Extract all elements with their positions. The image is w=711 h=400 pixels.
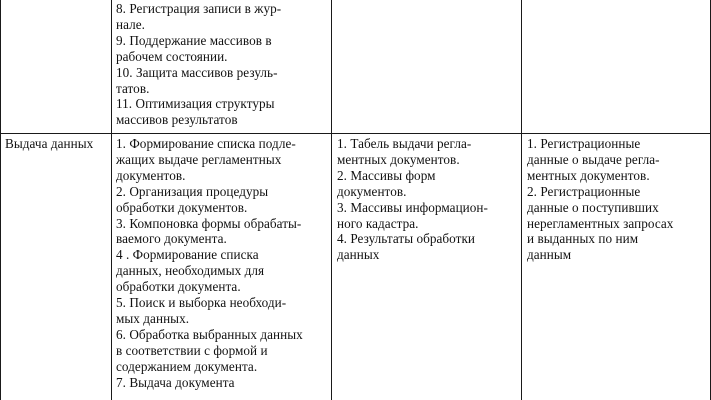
registration-1-line-3: ментных документов. bbox=[527, 167, 650, 183]
output-task-7-line-1: 7. Выдача документа bbox=[116, 374, 235, 390]
array-4-line-2: данных bbox=[337, 247, 380, 263]
continued-row-tasks bbox=[116, 1, 330, 133]
array-3-line-2: ного кадастра. bbox=[337, 215, 419, 231]
output-arrays-cell bbox=[337, 136, 520, 400]
output-task-6-line-2: в соответствии с формой и bbox=[116, 342, 268, 358]
column-divider-1 bbox=[111, 0, 112, 400]
array-2-line-2: документов. bbox=[337, 183, 407, 199]
output-task-5-line-1: 5. Поиск и выборка необходи- bbox=[116, 295, 287, 311]
continued-row-col1 bbox=[1, 0, 111, 133]
registration-2-line-4: и выданных по ним bbox=[527, 231, 639, 247]
output-task-3-line-2: ваемого документа. bbox=[116, 231, 227, 247]
output-task-6-line-1: 6. Обработка выбранных данных bbox=[116, 326, 303, 342]
output-task-4-line-1: 4 . Формирование списка bbox=[116, 247, 259, 263]
task-9-line-2: рабочем состоянии. bbox=[116, 48, 228, 64]
task-11-line-2: массивов результатов bbox=[116, 112, 238, 128]
task-11-line-1: 11. Оптимизация структуры bbox=[116, 96, 275, 112]
output-task-1-line-1: 1. Формирование списка подле- bbox=[116, 136, 296, 151]
output-registration-cell bbox=[527, 136, 709, 400]
task-10-line-2: татов. bbox=[116, 80, 150, 96]
array-1-line-2: ментных документов. bbox=[337, 151, 460, 167]
output-task-4-line-2: данных, необходимых для bbox=[116, 263, 265, 279]
registration-2-line-5: данным bbox=[527, 247, 572, 263]
array-3-line-1: 3. Массивы информацион- bbox=[337, 199, 488, 215]
task-8-line-2: нале. bbox=[116, 16, 146, 32]
output-task-6-line-3: содержанием документа. bbox=[116, 358, 258, 374]
continued-row-col3 bbox=[332, 0, 521, 133]
registration-1-line-1: 1. Регистрационные bbox=[527, 136, 641, 151]
registration-2-line-1: 2. Регистрационные bbox=[527, 183, 641, 199]
registration-2-line-3: нерегламентных запросах bbox=[527, 215, 674, 231]
output-task-3-line-1: 3. Компоновка формы обрабаты- bbox=[116, 215, 302, 231]
output-tasks-cell bbox=[116, 136, 330, 400]
continued-row-col4 bbox=[522, 0, 710, 133]
output-task-2-line-2: обработки документов. bbox=[116, 199, 248, 215]
array-1-line-1: 1. Табель выдачи регла- bbox=[337, 136, 472, 151]
array-2-line-1: 2. Массивы форм bbox=[337, 167, 436, 183]
output-task-1-line-2: жащих выдаче регламентных bbox=[116, 151, 282, 167]
output-task-4-line-3: обработки документа. bbox=[116, 279, 241, 295]
output-task-1-line-3: документов. bbox=[116, 167, 186, 183]
output-task-5-line-2: мых данных. bbox=[116, 310, 190, 326]
registration-2-line-2: данные о поступивших bbox=[527, 199, 659, 215]
row-divider bbox=[0, 133, 711, 134]
task-10-line-1: 10. Защита массивов резуль- bbox=[116, 64, 278, 80]
row-label-cell bbox=[5, 136, 110, 398]
task-8-line-1: 8. Регистрация записи в жур- bbox=[116, 1, 282, 16]
row-label: Выдача данных bbox=[5, 136, 94, 151]
registration-1-line-2: данные о выдаче регла- bbox=[527, 151, 660, 167]
array-4-line-1: 4. Результаты обработки bbox=[337, 231, 476, 247]
output-task-2-line-1: 2. Организация процедуры bbox=[116, 183, 269, 199]
task-9-line-1: 9. Поддержание массивов в bbox=[116, 32, 272, 48]
